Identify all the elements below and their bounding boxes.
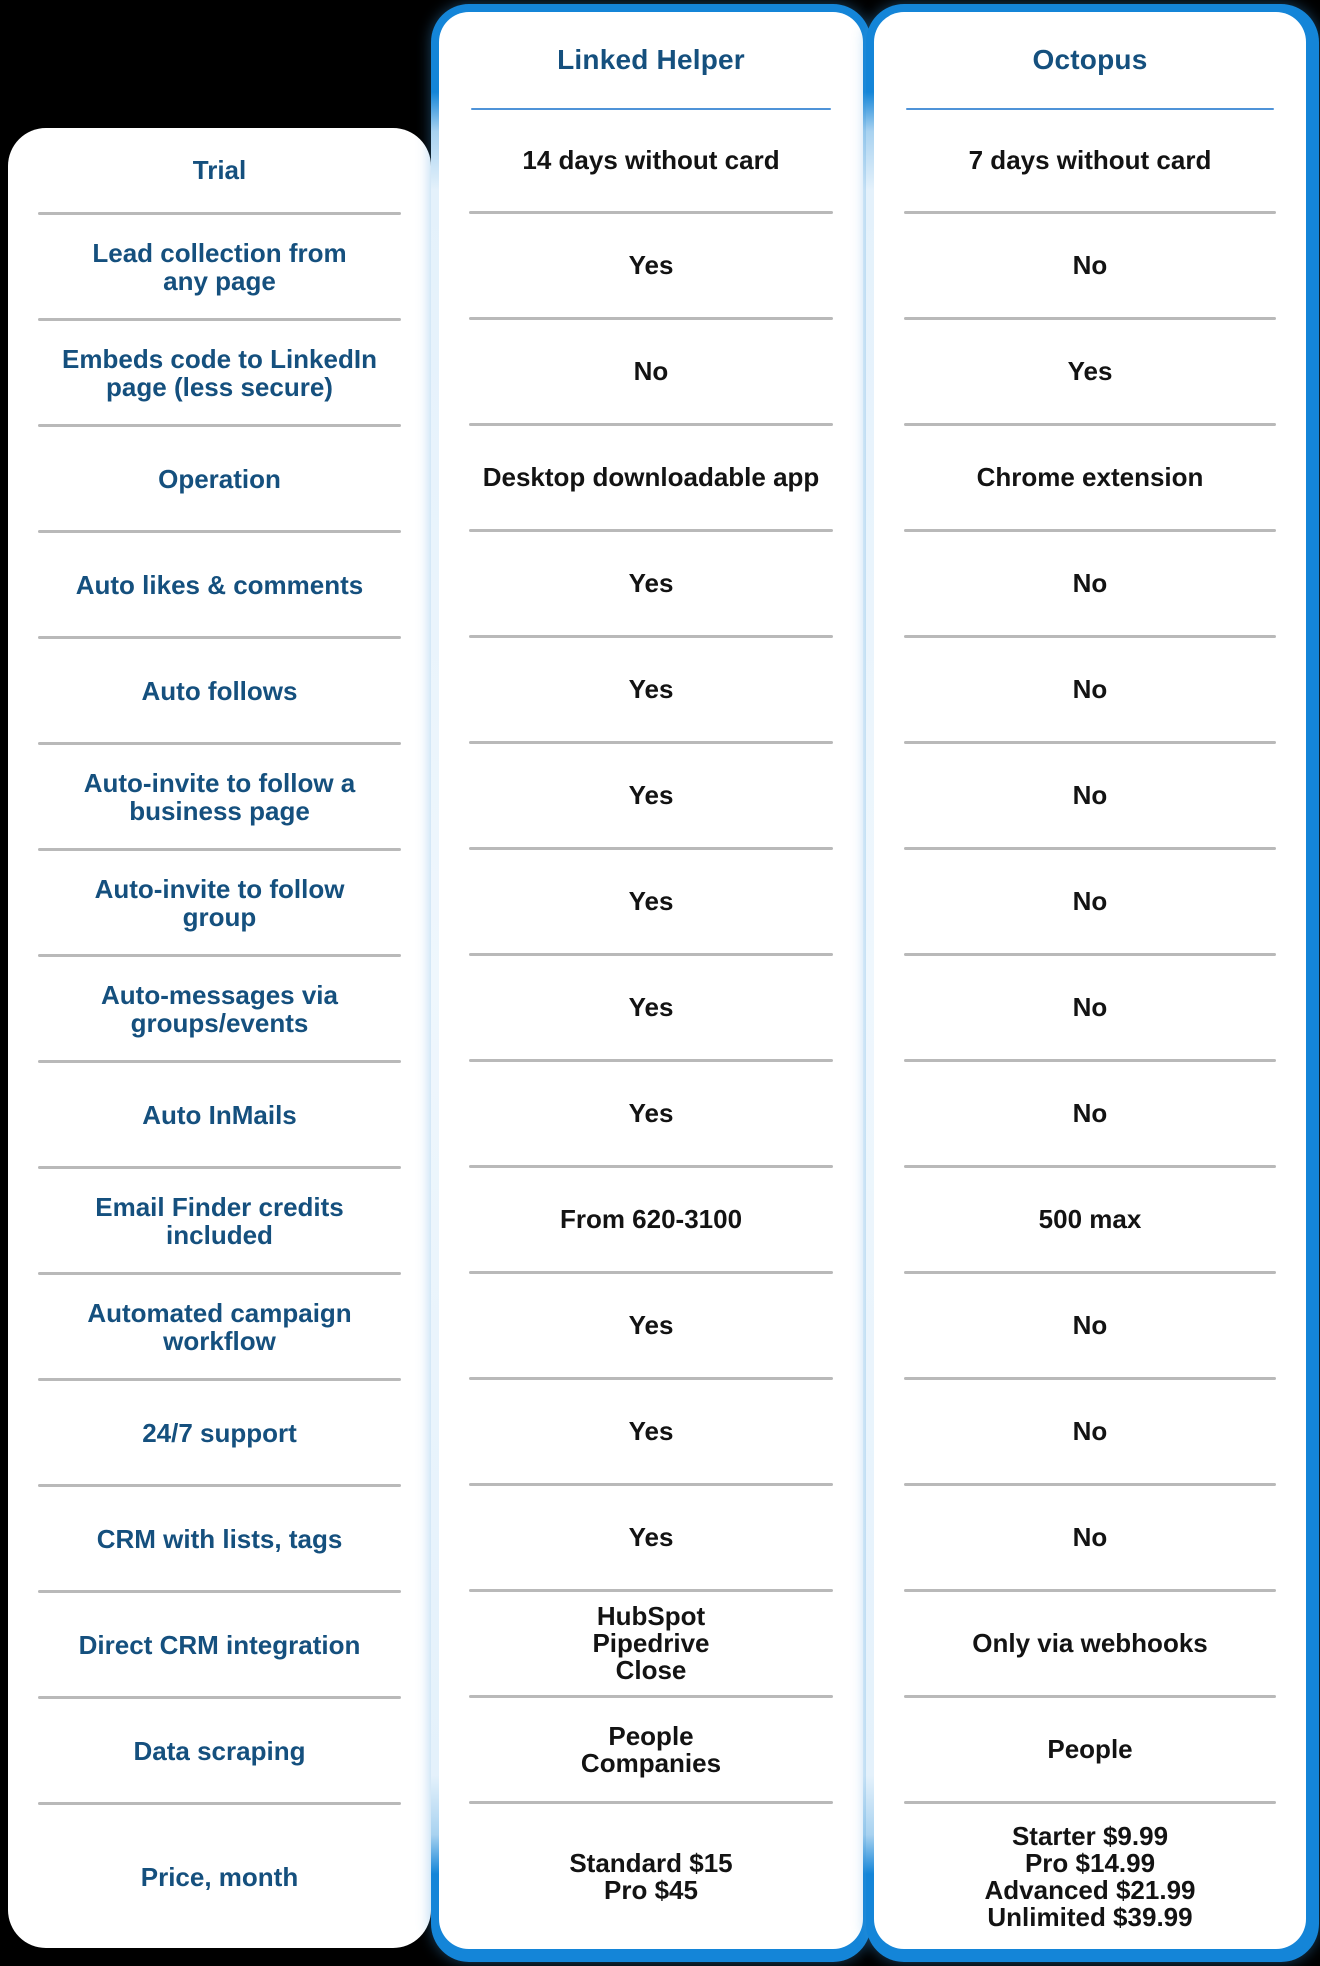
feature-label-line: Auto likes & comments — [75, 569, 364, 600]
feature-value-line: 14 days without card — [522, 145, 780, 175]
feature-value-row — [439, 850, 863, 953]
feature-label-row — [8, 215, 431, 318]
feature-value-line: Yes — [628, 780, 674, 810]
feature-value-line: People — [608, 1720, 694, 1751]
feature-value-line: 500 max — [1038, 1204, 1142, 1234]
feature-label-line: Lead collection from — [92, 237, 347, 268]
feature-value-line: No — [1072, 674, 1108, 704]
feature-label-row — [8, 533, 431, 636]
feature-label-line: page (less secure) — [106, 371, 333, 402]
feature-label-line: Email Finder credits — [95, 1191, 344, 1222]
feature-value-row — [439, 214, 863, 317]
feature-value-line: Yes — [628, 568, 674, 598]
feature-label-line: included — [166, 1219, 273, 1250]
feature-value-row — [874, 532, 1306, 635]
feature-value-row — [439, 1168, 863, 1271]
feature-value-line: No — [1072, 992, 1108, 1022]
feature-value-line: No — [1072, 250, 1108, 280]
feature-label-line: Auto-invite to follow a — [83, 767, 356, 798]
feature-value-line: Yes — [628, 674, 674, 704]
feature-label-row — [8, 639, 431, 742]
feature-value-row — [439, 956, 863, 1059]
feature-value-line: Desktop downloadable app — [482, 462, 820, 492]
feature-value-line: Yes — [628, 1310, 674, 1340]
feature-value-line: Pipedrive — [592, 1628, 710, 1658]
feature-value-line: Unlimited $39.99 — [987, 1901, 1193, 1932]
feature-value-row — [874, 1592, 1306, 1695]
feature-value-line: No — [1072, 886, 1108, 916]
feature-label-row — [8, 1805, 431, 1948]
linked-helper-card-body — [439, 12, 863, 1949]
feature-value-row — [439, 1486, 863, 1589]
feature-label-line: workflow — [163, 1325, 276, 1356]
feature-label-row — [8, 321, 431, 424]
feature-label-row — [8, 1169, 431, 1272]
feature-value-line: No — [1072, 1310, 1108, 1340]
feature-value-row — [439, 532, 863, 635]
feature-label-line: group — [182, 901, 257, 932]
feature-label-row — [8, 851, 431, 954]
feature-label-line: Price, month — [140, 1861, 299, 1892]
feature-label-row — [8, 957, 431, 1060]
feature-value-row — [439, 426, 863, 529]
octopus-header — [874, 12, 1306, 108]
feature-value-row — [874, 1698, 1306, 1801]
feature-value-line: Pro $45 — [604, 1874, 698, 1905]
feature-label-line: Direct CRM integration — [78, 1629, 361, 1660]
feature-value-row — [874, 744, 1306, 847]
feature-value-line: Advanced $21.99 — [984, 1874, 1196, 1905]
feature-value-row — [874, 638, 1306, 741]
octopus-rows — [874, 110, 1306, 1949]
features-rows — [8, 128, 431, 1948]
feature-value-line: Companies — [580, 1747, 722, 1778]
feature-value-row — [874, 426, 1306, 529]
feature-value-line: From 620-3100 — [559, 1204, 743, 1234]
feature-value-line: Close — [615, 1655, 687, 1685]
feature-value-line: No — [1072, 780, 1108, 810]
feature-value-row — [439, 1380, 863, 1483]
feature-label-row — [8, 1275, 431, 1378]
feature-value-line: Yes — [628, 1098, 674, 1128]
feature-value-row — [874, 1380, 1306, 1483]
feature-label-line: Auto follows — [141, 675, 298, 706]
feature-label-row — [8, 1063, 431, 1166]
octopus-column-card — [866, 4, 1319, 1962]
features-column-card — [8, 128, 431, 1948]
feature-label-line: Auto-invite to follow — [94, 873, 345, 904]
feature-label-line: Embeds code to LinkedIn — [62, 343, 377, 374]
feature-value-row — [874, 1168, 1306, 1271]
feature-label-row — [8, 1381, 431, 1484]
feature-label-line: Trial — [192, 155, 247, 185]
feature-value-row — [439, 1698, 863, 1801]
feature-label-row — [8, 1487, 431, 1590]
feature-label-line: Auto-messages via — [101, 979, 338, 1010]
feature-value-line: Only via webhooks — [972, 1628, 1208, 1658]
feature-value-row — [874, 1486, 1306, 1589]
feature-label-row — [8, 745, 431, 848]
feature-value-line: Yes — [628, 1416, 674, 1446]
feature-value-line: Yes — [628, 1522, 674, 1552]
feature-value-row — [439, 1804, 863, 1949]
feature-value-row — [439, 1062, 863, 1165]
linked-helper-rows — [439, 110, 863, 1949]
feature-value-line: HubSpot — [596, 1601, 706, 1631]
feature-value-line: Yes — [628, 250, 674, 280]
feature-value-row — [439, 1274, 863, 1377]
feature-value-line: No — [1072, 1416, 1108, 1446]
feature-value-row — [874, 1804, 1306, 1949]
feature-value-row — [874, 1062, 1306, 1165]
feature-value-row — [874, 110, 1306, 211]
feature-value-row — [439, 110, 863, 211]
feature-value-line: Standard $15 — [569, 1847, 733, 1878]
feature-label-line: groups/events — [130, 1007, 309, 1038]
feature-value-row — [874, 320, 1306, 423]
feature-label-line: Operation — [158, 463, 281, 494]
feature-value-row — [439, 320, 863, 423]
linked-helper-column-card — [431, 4, 871, 1962]
feature-label-line: 24/7 support — [142, 1417, 297, 1448]
feature-value-row — [874, 1274, 1306, 1377]
feature-value-row — [439, 1592, 863, 1695]
feature-label-line: Data scraping — [133, 1735, 306, 1766]
feature-label-line: Auto InMails — [142, 1099, 297, 1130]
feature-value-line: Pro $14.99 — [1024, 1847, 1156, 1878]
feature-label-row — [8, 1593, 431, 1696]
feature-label-line: business page — [129, 795, 310, 826]
feature-label-row — [8, 1699, 431, 1802]
feature-label-line: any page — [163, 265, 276, 296]
feature-value-line: No — [1072, 1098, 1108, 1128]
feature-value-line: Yes — [1067, 356, 1113, 386]
feature-label-line: Automated campaign — [87, 1297, 352, 1328]
feature-value-line: Yes — [628, 992, 674, 1022]
feature-value-line: No — [633, 356, 669, 386]
feature-value-line: People — [1047, 1734, 1133, 1764]
feature-value-row — [874, 214, 1306, 317]
feature-value-row — [439, 744, 863, 847]
feature-label-row — [8, 128, 431, 212]
feature-value-line: Yes — [628, 886, 674, 916]
feature-value-line: No — [1072, 1522, 1108, 1552]
feature-value-line: 7 days without card — [968, 145, 1212, 175]
column-title-octopus: Octopus — [1032, 44, 1148, 75]
octopus-card-body — [874, 12, 1306, 1949]
feature-value-row — [874, 850, 1306, 953]
feature-value-line: Chrome extension — [976, 462, 1204, 492]
feature-value-row — [874, 956, 1306, 1059]
column-title-linked-helper: Linked Helper — [557, 44, 745, 75]
feature-label-line: CRM with lists, tags — [96, 1523, 343, 1554]
feature-value-line: Starter $9.99 — [1011, 1820, 1169, 1851]
feature-value-row — [439, 638, 863, 741]
feature-label-row — [8, 427, 431, 530]
feature-value-line: No — [1072, 568, 1108, 598]
linked-helper-header — [439, 12, 863, 108]
